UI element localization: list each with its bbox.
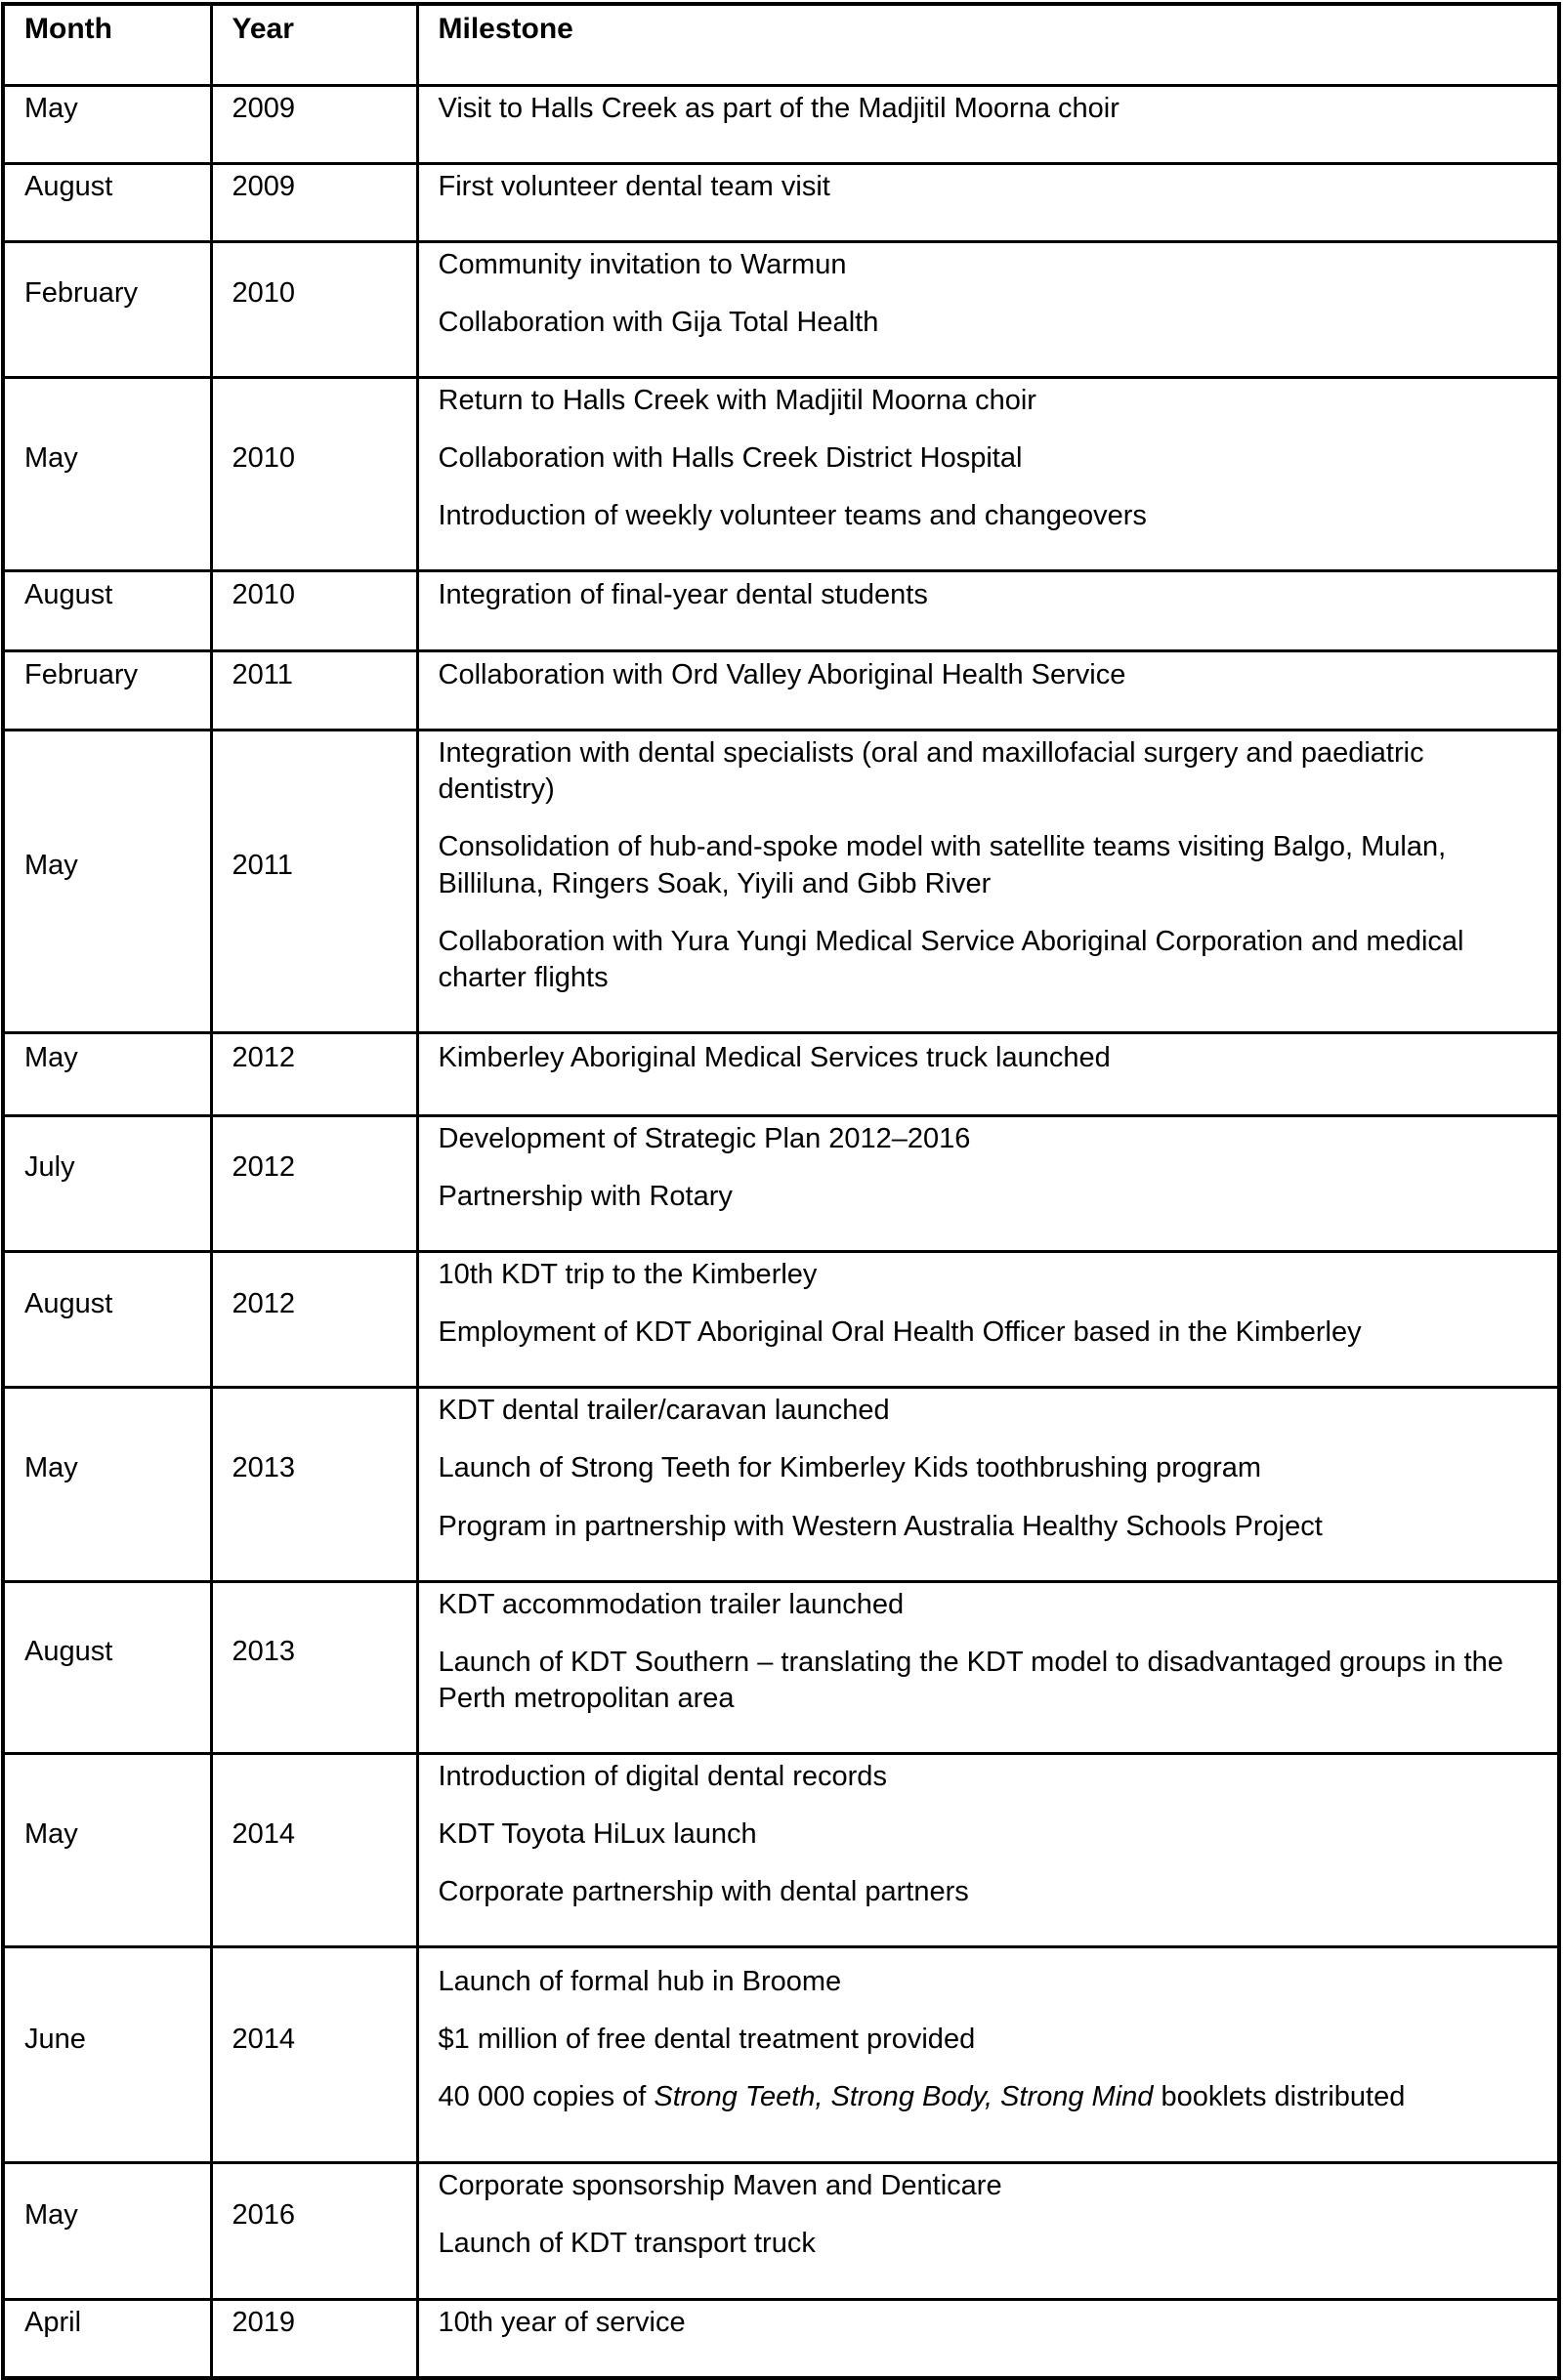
milestone-text: Employment of KDT Aboriginal Oral Health Officer based in the Kimberley	[438, 1316, 1362, 1349]
table-row	[3, 163, 1559, 241]
milestone-text: Partnership with Rotary	[438, 1181, 733, 1213]
milestones-table	[1, 2, 1561, 2380]
milestone-cell	[417, 1032, 1559, 1115]
month-cell: May	[3, 1032, 211, 1115]
milestone-text-segment: booklets distributed	[1153, 2080, 1406, 2112]
year-cell: 2013	[211, 1388, 417, 1581]
table-row	[3, 377, 1559, 570]
month-cell: June	[3, 1947, 211, 2163]
milestone-cell	[417, 241, 1559, 377]
milestone-cell	[417, 163, 1559, 241]
milestone-text: 10th KDT trip to the Kimberley	[438, 1259, 818, 1291]
year-cell: 2011	[211, 651, 417, 731]
milestone-cell	[417, 377, 1559, 570]
month-cell: May	[3, 85, 211, 163]
milestone-text: Launch of Strong Teeth for Kimberley Kids toothbrushing program	[438, 1452, 1262, 1484]
month-cell: August	[3, 571, 211, 651]
month-cell: April	[3, 2299, 211, 2378]
year-cell: 2011	[211, 731, 417, 1033]
milestone-text: KDT dental trailer/caravan launched	[438, 1395, 890, 1427]
milestone-text: Program in partnership with Western Australia Healthy Schools Project	[438, 1510, 1323, 1542]
milestone-text: Collaboration with Halls Creek District Hospital	[438, 442, 1023, 475]
milestone-text: $1 million of free dental treatment provided	[438, 2023, 976, 2055]
milestone-text: Visit to Halls Creek as part of the Madjitil Moorna choir	[438, 92, 1119, 124]
milestone-cell	[417, 1115, 1559, 1251]
milestone-text: KDT Toyota HiLux launch	[438, 1818, 757, 1851]
column-header-month: Month	[3, 4, 211, 85]
milestone-cell	[417, 571, 1559, 651]
year-cell: 2016	[211, 2163, 417, 2299]
table-row	[3, 2299, 1559, 2378]
year-cell: 2012	[211, 1115, 417, 1251]
month-cell: August	[3, 1581, 211, 1753]
table-row	[3, 1581, 1559, 1753]
milestone-text: Introduction of digital dental records	[438, 1761, 887, 1793]
month-cell: August	[3, 1252, 211, 1388]
year-cell: 2009	[211, 85, 417, 163]
table-row	[3, 571, 1559, 651]
table-row	[3, 651, 1559, 731]
milestone-text: Launch of KDT transport truck	[438, 2228, 816, 2260]
year-cell: 2019	[211, 2299, 417, 2378]
table-body	[3, 85, 1559, 2378]
column-header-year: Year	[211, 4, 417, 85]
milestone-cell	[417, 2299, 1559, 2378]
milestone-cell	[417, 1252, 1559, 1388]
month-cell: May	[3, 377, 211, 570]
milestone-cell	[417, 731, 1559, 1033]
milestone-text: Collaboration with Ord Valley Aboriginal Health Service	[438, 658, 1126, 690]
milestone-cell	[417, 1947, 1559, 2163]
milestone-text: Integration with dental specialists (oral and maxillofacial surgery and paediatric dentistry)	[438, 737, 1424, 806]
year-cell: 2014	[211, 1947, 417, 2163]
milestone-text	[439, 2079, 1540, 2115]
year-cell: 2013	[211, 1581, 417, 1753]
milestone-cell	[417, 1754, 1559, 1947]
year-cell: 2014	[211, 1754, 417, 1947]
milestone-text: Corporate sponsorship Maven and Denticare	[438, 2170, 1002, 2202]
table-row	[3, 2163, 1559, 2299]
milestone-text: Consolidation of hub-and-spoke model with satellite teams visiting Balgo, Mulan, Billiluna, Ringers Soak, Yiyili and Gibb River	[438, 831, 1447, 899]
month-cell: February	[3, 241, 211, 377]
milestone-text-italic-segment: Strong Teeth, Strong Body, Strong Mind	[654, 2080, 1154, 2112]
milestone-text: Integration of final-year dental students	[438, 579, 928, 611]
milestone-text: Launch of formal hub in Broome	[438, 1965, 842, 1997]
milestone-text: Collaboration with Gija Total Health	[438, 306, 879, 338]
year-cell: 2012	[211, 1032, 417, 1115]
month-cell: February	[3, 651, 211, 731]
milestone-text: Collaboration with Yura Yungi Medical Service Aboriginal Corporation and medical charter flights	[438, 925, 1464, 993]
milestone-cell	[417, 1581, 1559, 1753]
year-cell: 2010	[211, 241, 417, 377]
column-header-milestone: Milestone	[417, 4, 1559, 85]
table-row	[3, 1032, 1559, 1115]
milestone-cell	[417, 2163, 1559, 2299]
month-cell: May	[3, 1388, 211, 1581]
year-cell: 2009	[211, 163, 417, 241]
table-row	[3, 241, 1559, 377]
month-cell: May	[3, 1754, 211, 1947]
table-row	[3, 1252, 1559, 1388]
milestone-cell	[417, 651, 1559, 731]
milestone-text: Return to Halls Creek with Madjitil Moorna choir	[438, 384, 1036, 416]
month-cell: May	[3, 2163, 211, 2299]
header-row	[3, 4, 1559, 85]
milestone-text: 10th year of service	[438, 2306, 686, 2338]
milestone-text: Kimberley Aboriginal Medical Services truck launched	[438, 1042, 1111, 1074]
table-row	[3, 1947, 1559, 2163]
table-row	[3, 85, 1559, 163]
year-cell: 2010	[211, 377, 417, 570]
table-row	[3, 1388, 1559, 1581]
milestone-text: Introduction of weekly volunteer teams and changeovers	[438, 500, 1147, 532]
month-cell: August	[3, 163, 211, 241]
milestone-cell	[417, 85, 1559, 163]
year-cell: 2012	[211, 1252, 417, 1388]
month-cell: May	[3, 731, 211, 1033]
milestone-text: First volunteer dental team visit	[438, 170, 830, 202]
table-header	[3, 4, 1559, 85]
milestone-text: Community invitation to Warmun	[438, 248, 847, 280]
milestone-text: KDT accommodation trailer launched	[438, 1588, 905, 1620]
table-row	[3, 1115, 1559, 1251]
year-cell: 2010	[211, 571, 417, 651]
milestone-text: Development of Strategic Plan 2012–2016	[438, 1122, 971, 1154]
milestone-cell	[417, 1388, 1559, 1581]
table-row	[3, 1754, 1559, 1947]
month-cell: July	[3, 1115, 211, 1251]
milestone-text: Launch of KDT Southern – translating the KDT model to disadvantaged groups in the Perth metropolitan area	[438, 1646, 1503, 1714]
milestone-text: Corporate partnership with dental partners	[438, 1876, 969, 1908]
milestone-text-segment: 40 000 copies of	[438, 2080, 655, 2112]
table-row	[3, 731, 1559, 1033]
